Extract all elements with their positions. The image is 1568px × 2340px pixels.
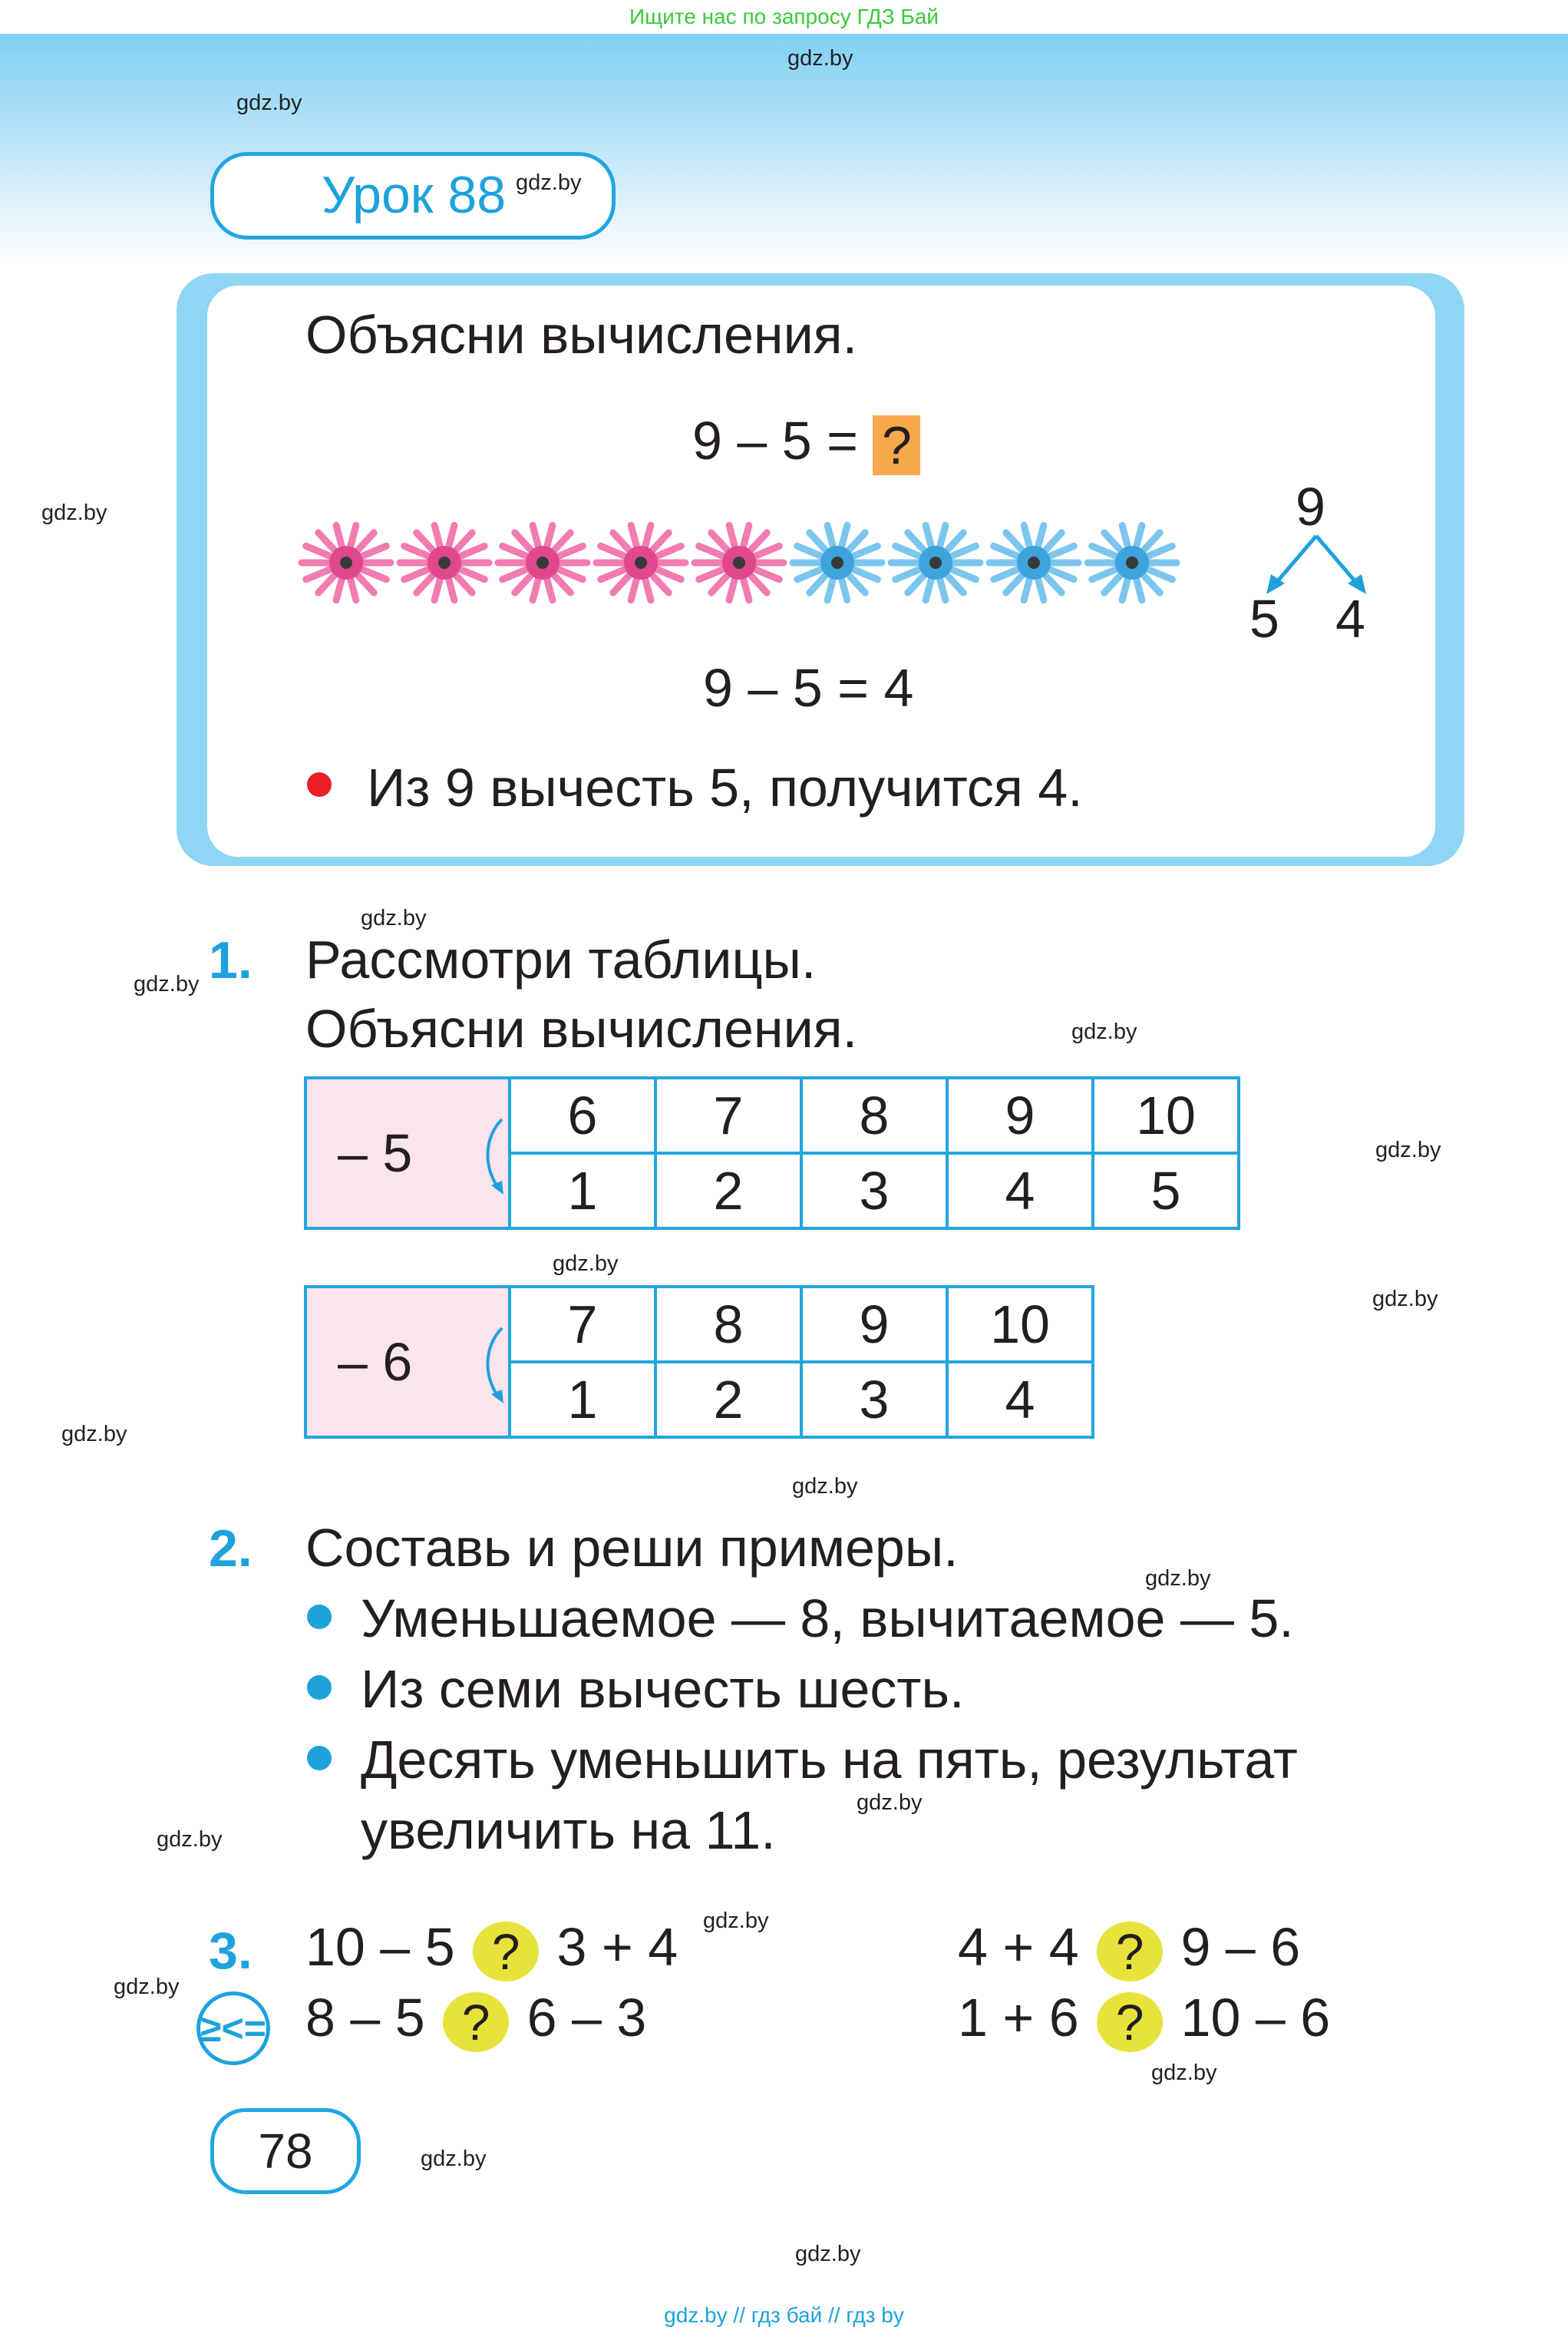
- watermark: gdz.by: [134, 972, 200, 996]
- tree-right: 4: [1335, 589, 1365, 649]
- tree-left: 5: [1249, 589, 1279, 649]
- watermark: gdz.by: [41, 501, 107, 525]
- expr-right: 9 – 6: [1180, 1917, 1301, 1977]
- table2-top-cell: 9: [801, 1287, 947, 1362]
- watermark: gdz.by: [516, 170, 582, 195]
- table1-op-cell: [305, 1078, 510, 1228]
- lesson-title-box: [210, 152, 616, 240]
- watermark: gdz.by: [857, 1790, 923, 1815]
- red-bullet: [307, 772, 332, 797]
- pink-flower-icon: [691, 517, 787, 608]
- table2-top-cell: 10: [947, 1287, 1093, 1362]
- task1-number: 1.: [209, 931, 253, 990]
- compare-expression: [305, 1987, 646, 2052]
- curved-arrow-icon: [482, 1115, 508, 1199]
- expr-left: 1 + 6: [958, 1988, 1079, 2048]
- top-banner[interactable]: Ищите нас по запросу ГДЗ Бай: [0, 0, 1568, 34]
- tree-top: 9: [1296, 477, 1325, 537]
- watermark: gdz.by: [787, 46, 853, 71]
- blue-flower-icon: [985, 517, 1082, 608]
- table1-bottom-cell: 1: [510, 1153, 655, 1228]
- task2-number: 2.: [209, 1519, 253, 1578]
- table1-op: – 5: [338, 1123, 413, 1183]
- task1-line1: Рассмотри таблицы.: [305, 930, 817, 990]
- question-circle: ?: [473, 1922, 539, 1981]
- watermark: gdz.by: [361, 906, 427, 930]
- watermark: gdz.by: [114, 1975, 180, 1999]
- task2-item: Уменьшаемое — 8, вычитаемое — 5.: [361, 1588, 1294, 1648]
- blue-flower-icon: [789, 517, 886, 608]
- rule-heading: Объясни вычисления.: [305, 305, 858, 365]
- watermark: gdz.by: [1372, 1287, 1438, 1311]
- table1-bottom-cell: 2: [655, 1153, 801, 1228]
- blue-bullet: [307, 1746, 332, 1770]
- table1-bottom-cell: 5: [1093, 1153, 1239, 1228]
- table2-top-cell: 8: [655, 1287, 801, 1362]
- blue-bullet: [307, 1675, 332, 1700]
- curved-arrow-icon: [482, 1324, 508, 1408]
- lesson-title: Урок 88: [322, 166, 507, 224]
- table1-top-cell: 6: [510, 1078, 655, 1153]
- question-circle: ?: [443, 1992, 509, 2052]
- rule-note: Из 9 вычесть 5, получится 4.: [367, 758, 1083, 818]
- expr-right: 3 + 4: [556, 1917, 678, 1977]
- table1-bottom-cell: 4: [947, 1153, 1093, 1228]
- expr-left: 10 – 5: [305, 1917, 455, 1977]
- rule-problem-left: 9 – 5 =: [692, 411, 859, 471]
- watermark: gdz.by: [157, 1827, 223, 1852]
- rule-problem: [692, 410, 920, 475]
- rule-answer: 9 – 5 = 4: [703, 658, 914, 718]
- page-number: 78: [210, 2108, 361, 2194]
- table-minus-6: [304, 1285, 1094, 1439]
- task3-number: 3.: [209, 1922, 253, 1980]
- table2-bottom-cell: 4: [947, 1362, 1093, 1437]
- watermark: gdz.by: [1071, 1020, 1137, 1044]
- task2-item: Десять уменьшить на пять, результат: [361, 1730, 1298, 1790]
- pink-flower-icon: [396, 517, 493, 608]
- compare-expression: [958, 1987, 1330, 2052]
- table2-op-cell: [305, 1287, 510, 1437]
- watermark: gdz.by: [1145, 1566, 1211, 1591]
- watermark: gdz.by: [236, 91, 302, 115]
- blue-flower-icon: [887, 517, 984, 608]
- watermark: gdz.by: [553, 1251, 619, 1276]
- compare-expression: [958, 1916, 1300, 1981]
- task2-item-cont: увеличить на 11.: [361, 1800, 776, 1860]
- watermark: gdz.by: [703, 1909, 769, 1933]
- table2-bottom-cell: 1: [510, 1362, 655, 1437]
- pink-flower-icon: [494, 517, 591, 608]
- expr-left: 8 – 5: [305, 1988, 425, 2048]
- table-minus-5: [304, 1076, 1240, 1230]
- question-circle: ?: [1097, 1992, 1163, 2052]
- question-box: ?: [873, 415, 920, 475]
- watermark: gdz.by: [795, 2242, 861, 2266]
- table2-bottom-cell: 2: [655, 1362, 801, 1437]
- expr-right: 6 – 3: [527, 1988, 647, 2048]
- watermark: gdz.by: [61, 1422, 127, 1446]
- table1-bottom-cell: 3: [801, 1153, 947, 1228]
- table2-top-cell: 7: [510, 1287, 655, 1362]
- watermark: gdz.by: [421, 2147, 487, 2171]
- task1-line2: Объясни вычисления.: [305, 999, 858, 1059]
- table1-top-cell: 10: [1093, 1078, 1239, 1153]
- blue-flower-icon: [1084, 517, 1180, 608]
- task2-item: Из семи вычесть шесть.: [361, 1659, 965, 1719]
- expr-left: 4 + 4: [958, 1917, 1079, 1977]
- watermark: gdz.by: [1375, 1138, 1441, 1162]
- footer-links[interactable]: gdz.by // гдз бай // гдз by: [664, 2303, 904, 2327]
- compare-expression: [305, 1916, 678, 1981]
- pink-flower-icon: [298, 517, 394, 608]
- watermark: gdz.by: [1151, 2061, 1217, 2085]
- compare-signs-icon: ≥<=: [196, 1991, 270, 2065]
- blue-bullet: [307, 1605, 332, 1629]
- watermark: gdz.by: [792, 1474, 858, 1499]
- pink-flower-icon: [593, 517, 689, 608]
- table2-bottom-cell: 3: [801, 1362, 947, 1437]
- table2-op: – 6: [338, 1332, 413, 1392]
- table1-top-cell: 7: [655, 1078, 801, 1153]
- task2-title: Составь и реши примеры.: [305, 1518, 959, 1578]
- question-circle: ?: [1097, 1922, 1163, 1981]
- table1-top-cell: 9: [947, 1078, 1093, 1153]
- expr-right: 10 – 6: [1180, 1988, 1331, 2048]
- table1-top-cell: 8: [801, 1078, 947, 1153]
